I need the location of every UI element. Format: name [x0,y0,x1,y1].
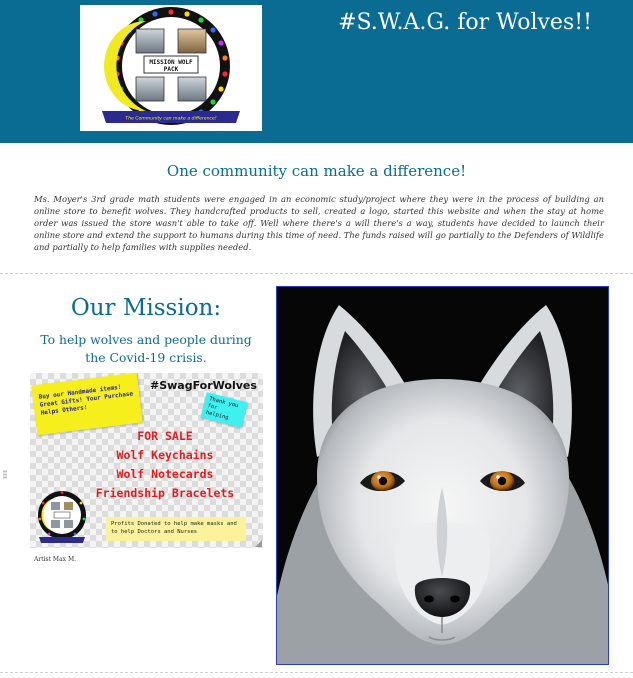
mission-wolf-pack-logo [80,5,262,131]
poster-note-cyan-text: Thank you for helping [205,396,239,422]
poster-sale-item: FOR SALE [137,429,193,443]
poster-hashtag: #SwagForWolves [150,379,257,392]
site-logo[interactable] [80,5,262,131]
poster-sale-item: Wolf Keychains [116,448,214,462]
poster-sale-item: Wolf Notecards [116,467,214,481]
poster-note-pale-text: Profits Donated to help make masks and to help Doctors and Nurses [111,521,237,535]
poster-note-cyan [200,392,247,427]
poster-note-yellow [31,373,142,435]
poster-logo-icon [33,489,91,545]
artist-credit: Artist Max M. [34,556,76,563]
site-header [0,0,633,143]
svg-text:The Community can make a diffe: The Community can make a difference! [125,116,217,122]
poster-sale-list [90,427,240,503]
section-divider [0,273,633,274]
swag-poster-image[interactable] [30,373,263,548]
drag-handle-icon[interactable] [3,470,7,479]
white-wolf-photo-icon [277,287,608,664]
bottom-divider [0,672,633,673]
mission-heading: Our Mission: [70,295,222,321]
mission-text: To help wolves and people during the Covid-19 crisis. [40,332,252,365]
intro-paragraph: Ms. Moyer's 3rd grade math students were engaged in an economic study/project where they were in the process of building an online store to benefit wolves. They handcrafted products to sell, created a logo, started this website and when the stay at home order was issued the store wasn't able to take off. Well where there's a will there's a way, students have decided to launch their online store and extend the support to humans during this time of need. The funds raised will go partially to the Defenders of Wildlife and partially to help families with supplies needed. [34,194,604,252]
site-title: #S.W.A.G. for Wolves!! [338,10,592,35]
poster-sale-item: Friendship Bracelets [95,486,235,500]
resize-grip-icon[interactable] [255,540,262,547]
poster-note-pale [106,517,246,541]
svg-text:MISSION WOLF: MISSION WOLF [149,59,193,66]
poster-note-yellow-text: Buy our Handmade items! Great Gifts! Your Purchase Helps Others! [38,383,134,417]
svg-text:PACK: PACK [163,66,179,73]
wolf-photo[interactable] [276,286,609,665]
tagline: One community can make a difference! [166,162,467,180]
